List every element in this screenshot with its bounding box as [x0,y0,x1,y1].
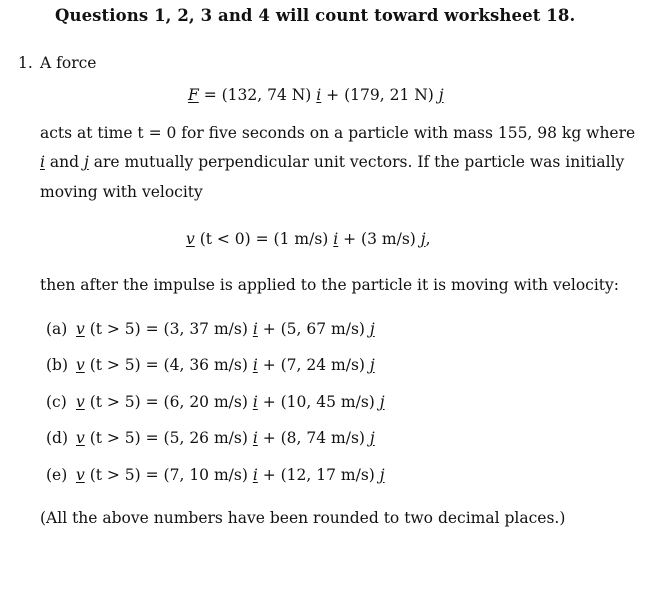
option-j-component: + (12, 17 m/s) [257,466,380,484]
option-label: (c) [46,393,67,411]
option-j-component: + (7, 24 m/s) [257,356,370,374]
page-title: Questions 1, 2, 3 and 4 will count toward worksheet 18. [55,6,576,25]
option-d [46,429,375,447]
force-equation [188,86,444,104]
body-line-1: acts at time t = 0 for five seconds on a particle with mass 155, 98 kg where [40,124,636,142]
unit-vector-i: i [316,86,322,104]
option-j-component: + (10, 45 m/s) [257,393,380,411]
unit-vector-i: i [333,230,339,248]
body-line-3: moving with velocity [40,183,203,201]
option-j-component: + (5, 67 m/s) [257,320,370,338]
option-b [46,356,375,374]
unit-vector-j: j [369,356,375,374]
unit-vector-j: j [420,230,426,248]
option-i-component: (t > 5) = (6, 20 m/s) [84,393,253,411]
velocity-vector-symbol: v [186,230,195,248]
unit-vector-i: i [40,153,45,171]
unit-vector-j: j [83,153,89,171]
unit-vector-j: j [438,86,444,104]
velocity-vector-symbol: v [76,356,85,374]
velocity-vector-symbol: v [76,466,85,484]
velocity-vector-symbol: v [76,429,85,447]
unit-vector-j: j [369,429,375,447]
velocity-vector-symbol: v [76,393,85,411]
force-j-component: + (179, 21 N) [321,86,439,104]
velocity-end: , [425,230,431,248]
option-label: (d) [46,429,69,447]
unit-vector-j: j [369,320,375,338]
body-line-2 [40,153,624,171]
force-i-component: = (132, 74 N) [198,86,317,104]
question-number: 1. [18,54,33,72]
option-label: (e) [46,466,68,484]
footnote: (All the above numbers have been rounded to two decimal places.) [40,509,566,527]
option-j-component: + (8, 74 m/s) [257,429,370,447]
unit-vector-j: j [379,466,385,484]
option-i-component: (t > 5) = (7, 10 m/s) [84,466,253,484]
unit-vector-i: i [252,466,258,484]
option-c [46,393,385,411]
force-vector-symbol: F [188,86,199,104]
unit-vector-j: j [379,393,385,411]
unit-vector-i: i [252,429,258,447]
then-line: then after the impulse is applied to the particle it is moving with velocity: [40,276,620,294]
velocity-j-component: + (3 m/s) [338,230,421,248]
question-intro: A force [40,54,97,72]
option-e [46,466,385,484]
option-i-component: (t > 5) = (4, 36 m/s) [84,356,253,374]
option-i-component: (t > 5) = (3, 37 m/s) [84,320,253,338]
unit-vector-i: i [252,356,258,374]
option-i-component: (t > 5) = (5, 26 m/s) [84,429,253,447]
option-label: (a) [46,320,68,338]
velocity-vector-symbol: v [76,320,85,338]
unit-vector-i: i [252,393,258,411]
unit-vector-i: i [252,320,258,338]
body-line-2-text: and j are mutually perpendicular unit vectors. If the particle was initially [44,153,625,171]
option-label: (b) [46,356,69,374]
option-a [46,320,375,338]
velocity-i-component: (t < 0) = (1 m/s) [194,230,334,248]
initial-velocity-equation [186,230,431,248]
